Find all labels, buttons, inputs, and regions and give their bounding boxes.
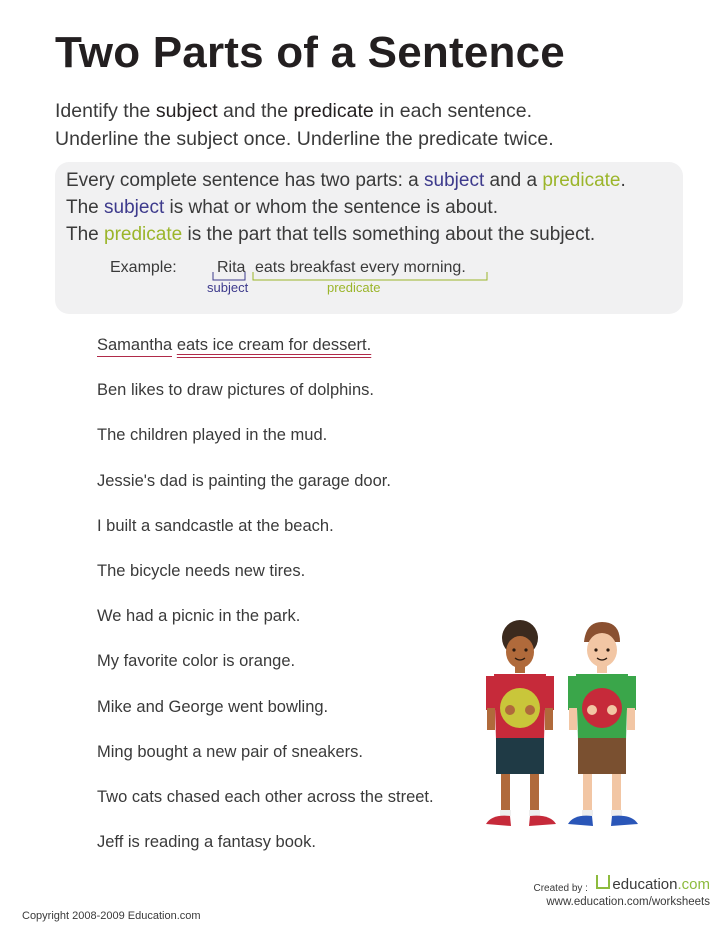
explanation-box — [55, 162, 683, 314]
instruction-line-1: Identify the subject and the predicate in each sentence. — [55, 100, 533, 122]
sentence-12: Jeff is reading a fantasy book. — [97, 833, 316, 851]
sentence-2: Ben likes to draw pictures of dolphins. — [97, 381, 374, 399]
sentence-3: The children played in the mud. — [97, 426, 328, 444]
boys-with-balls-illustration — [480, 610, 650, 845]
example-subject: Rita — [217, 259, 246, 276]
instructions — [55, 97, 554, 153]
predicate-term: predicate — [542, 170, 621, 191]
sentence-9: Mike and George went bowling. — [97, 698, 329, 716]
sentence-10: Ming bought a new pair of sneakers. — [97, 743, 363, 761]
box-line-3: The predicate is the part that tells something about the subject. — [66, 224, 596, 245]
predicate-term: predicate — [104, 224, 183, 245]
brand-footer — [533, 875, 710, 908]
example-predicate: eats breakfast every morning. — [255, 259, 466, 276]
sentence-8: My favorite color is orange. — [97, 652, 296, 670]
sentence-7: We had a picnic in the park. — [97, 607, 301, 625]
predicate-bracket — [253, 272, 487, 280]
sentence-6: The bicycle needs new tires. — [97, 562, 306, 580]
subject-term: subject — [104, 197, 165, 218]
sentence-11: Two cats chased each other across the street. — [97, 788, 434, 806]
right-boy — [568, 622, 638, 826]
underlined-subject: Samantha — [97, 336, 172, 357]
sentence-5: I built a sandcastle at the beach. — [97, 517, 334, 535]
copyright: Copyright 2008-2009 Education.com — [22, 910, 201, 922]
subject-term: subject — [424, 170, 485, 191]
education-logo: education.com — [596, 875, 710, 893]
page-title: Two Parts of a Sentence — [55, 28, 565, 77]
example-label: Example: — [110, 259, 177, 276]
box-line-1: Every complete sentence has two parts: a subject and a predicate. — [66, 170, 626, 191]
book-icon — [596, 875, 610, 889]
instruction-line-2: Underline the subject once. Underline the predicate twice. — [55, 128, 554, 150]
created-by-label: Created by : — [533, 883, 588, 894]
left-boy — [486, 620, 556, 826]
keyword-subject: subject — [155, 100, 218, 122]
predicate-tag: predicate — [327, 280, 381, 295]
sentence-example-answered — [97, 336, 371, 355]
worksheets-url: www.education.com/worksheets — [546, 896, 710, 908]
keyword-predicate: predicate — [293, 100, 374, 122]
brand-row — [533, 875, 710, 894]
subject-bracket — [213, 272, 245, 280]
double-underlined-predicate: eats ice cream for dessert. — [176, 336, 372, 354]
subject-tag: subject — [207, 280, 249, 295]
sentence-4: Jessie's dad is painting the garage door. — [97, 472, 391, 490]
box-line-2: The subject is what or whom the sentence is about. — [66, 197, 498, 218]
